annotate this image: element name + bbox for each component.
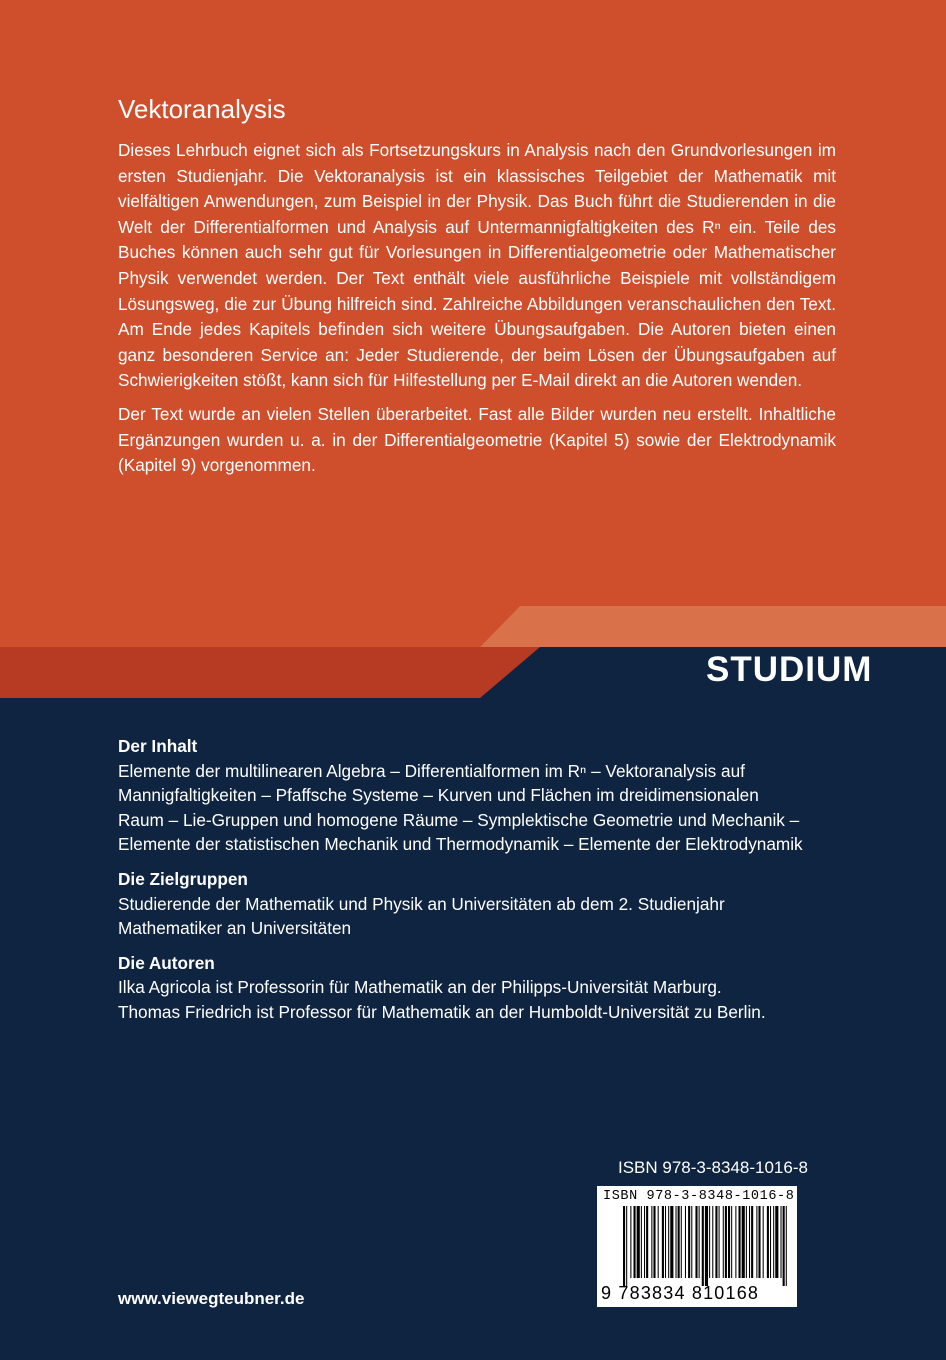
- section-target-groups: [118, 867, 838, 941]
- barcode-bar: [678, 1206, 680, 1278]
- barcode-bar: [773, 1206, 774, 1278]
- barcode-bar: [739, 1206, 741, 1278]
- barcode-header: ISBN 978-3-8348-1016-8: [603, 1189, 795, 1204]
- barcode-bar: [662, 1206, 664, 1278]
- barcode-bar: [641, 1206, 642, 1278]
- barcode-bar: [685, 1206, 686, 1278]
- isbn-label: ISBN 978-3-8348-1016-8: [618, 1158, 808, 1177]
- barcode-bar: [668, 1206, 669, 1278]
- section-line: Ilka Agricola ist Professorin für Mathematik an der Philipps-Universität Marburg.: [118, 977, 722, 998]
- barcode-bar: [781, 1206, 782, 1278]
- barcode-bar: [767, 1206, 769, 1278]
- barcode-bar: [728, 1206, 730, 1278]
- section-heading: Der Inhalt: [118, 736, 198, 756]
- barcode-bars: [597, 1206, 797, 1286]
- barcode-bar: [644, 1206, 645, 1278]
- section-line: Studierende der Mathematik und Physik an Universitäten ab dem 2. Studienjahr: [118, 893, 725, 914]
- barcode-bar: [699, 1206, 700, 1278]
- section-line: Elemente der multilinearen Algebra – Differentialformen im Rⁿ – Vektoranalysis auf: [118, 760, 745, 781]
- book-title: Vektoranalysis: [118, 94, 286, 124]
- section-heading: Die Autoren: [118, 952, 215, 973]
- barcode-bar: [783, 1206, 785, 1286]
- barcode-bar: [691, 1206, 692, 1278]
- barcode-bar: [715, 1206, 717, 1278]
- barcode-bar: [749, 1206, 750, 1278]
- barcode-bar: [763, 1206, 764, 1278]
- barcode-bar: [695, 1206, 697, 1278]
- barcode-bar: [630, 1206, 631, 1278]
- back-cover-sections: [118, 734, 838, 1025]
- barcode-bar: [786, 1206, 787, 1286]
- book-description: [118, 138, 836, 479]
- barcode-bar: [758, 1206, 760, 1278]
- barcode-bar: [731, 1206, 732, 1278]
- barcode-bar: [670, 1206, 673, 1278]
- cover-top-panel: [0, 0, 946, 647]
- barcode-bar: [653, 1206, 655, 1278]
- barcode-bar: [742, 1206, 745, 1278]
- barcode-bar: [712, 1206, 713, 1278]
- section-line: Mannigfaltigkeiten – Pfaffsche Systeme – Kurven und Flächen im dreidimensionalen: [118, 785, 759, 806]
- barcode-digits: 9 783834 810168: [601, 1283, 760, 1303]
- barcode-bar: [775, 1206, 778, 1278]
- barcode-bar: [681, 1206, 682, 1278]
- barcode-bar: [676, 1206, 677, 1278]
- section-content: [118, 734, 838, 857]
- barcode-bar: [735, 1206, 736, 1278]
- barcode-bar: [658, 1206, 659, 1278]
- section-line: Thomas Friedrich ist Professor für Mathematik an der Humboldt-Universität zu Berlin.: [118, 1001, 766, 1022]
- section-line: Mathematiker an Universitäten: [118, 918, 352, 939]
- barcode-bar: [688, 1206, 690, 1278]
- barcode-bar: [746, 1206, 747, 1278]
- barcode-bar: [634, 1206, 636, 1278]
- barcode-bar: [723, 1206, 724, 1278]
- section-authors: [118, 951, 838, 1025]
- barcode-bar: [651, 1206, 652, 1278]
- publisher-website: www.viewegteubner.de: [118, 1289, 305, 1308]
- description-paragraph-1: Dieses Lehrbuch eignet sich als Fortsetzungskurs in Analysis nach den Grundvorlesungen im ersten Studienjahr. Die Vektoranalysis ist ein klassisches Teilgebiet der Mathematik mit vielfältigen Anwendungen, zum Beispiel in der Physik. Das Buch führt die Studierenden in die Welt der Differentialformen und Analysis auf Untermannigfaltigkeiten des Rⁿ ein. Teile des Buches können auch sehr gut für Vorlesungen in Differentialgeometrie oder Mathematischer Physik verwendet werden. Der Text enthält viele ausführliche Beispiele mit vollständigem Lösungsweg, die zur Übung hilfreich sind. Zahlreiche Abbildungen veranschaulichen den Text. Am Ende jedes Kapitels befinden sich weitere Übungsaufgaben. Die Autoren bieten einen ganz besonderen Service an: Jeder Studierende, der beim Lösen der Übungsaufgaben auf Schwierigkeiten stößt, kann sich für Hilfestellung per E-Mail direkt an die Autoren wenden.: [118, 140, 836, 391]
- barcode-bar: [719, 1206, 720, 1278]
- series-label: STUDIUM: [706, 650, 873, 689]
- barcode-bar: [751, 1206, 753, 1278]
- barcode-bar: [770, 1206, 771, 1278]
- section-line: Raum – Lie-Gruppen und homogene Räume – Symplektische Geometrie und Mechanik – Elemente der statistischen Mechanik und Thermodynamik – Elemente der Elektrodynamik: [118, 809, 803, 855]
- barcode-bar: [705, 1206, 708, 1286]
- barcode-bar: [709, 1206, 710, 1278]
- barcode-bar: [646, 1206, 648, 1278]
- barcode-bar: [756, 1206, 757, 1278]
- isbn-barcode: [597, 1186, 797, 1307]
- description-paragraph-2: Der Text wurde an vielen Stellen überarbeitet. Fast alle Bilder wurden neu erstellt. Inhaltliche Ergänzungen wurden u. a. in der Differentialgeometrie (Kapitel 5) sowie der Elektrodynamik (Kapitel 9) vorgenommen.: [118, 403, 836, 476]
- barcode-bar: [626, 1206, 627, 1286]
- section-heading: Die Zielgruppen: [118, 868, 248, 889]
- barcode-bar: [725, 1206, 727, 1278]
- barcode-bar: [665, 1206, 666, 1278]
- barcode-bar: [702, 1206, 704, 1286]
- barcode-bar: [637, 1206, 640, 1278]
- barcode-bar: [623, 1206, 625, 1286]
